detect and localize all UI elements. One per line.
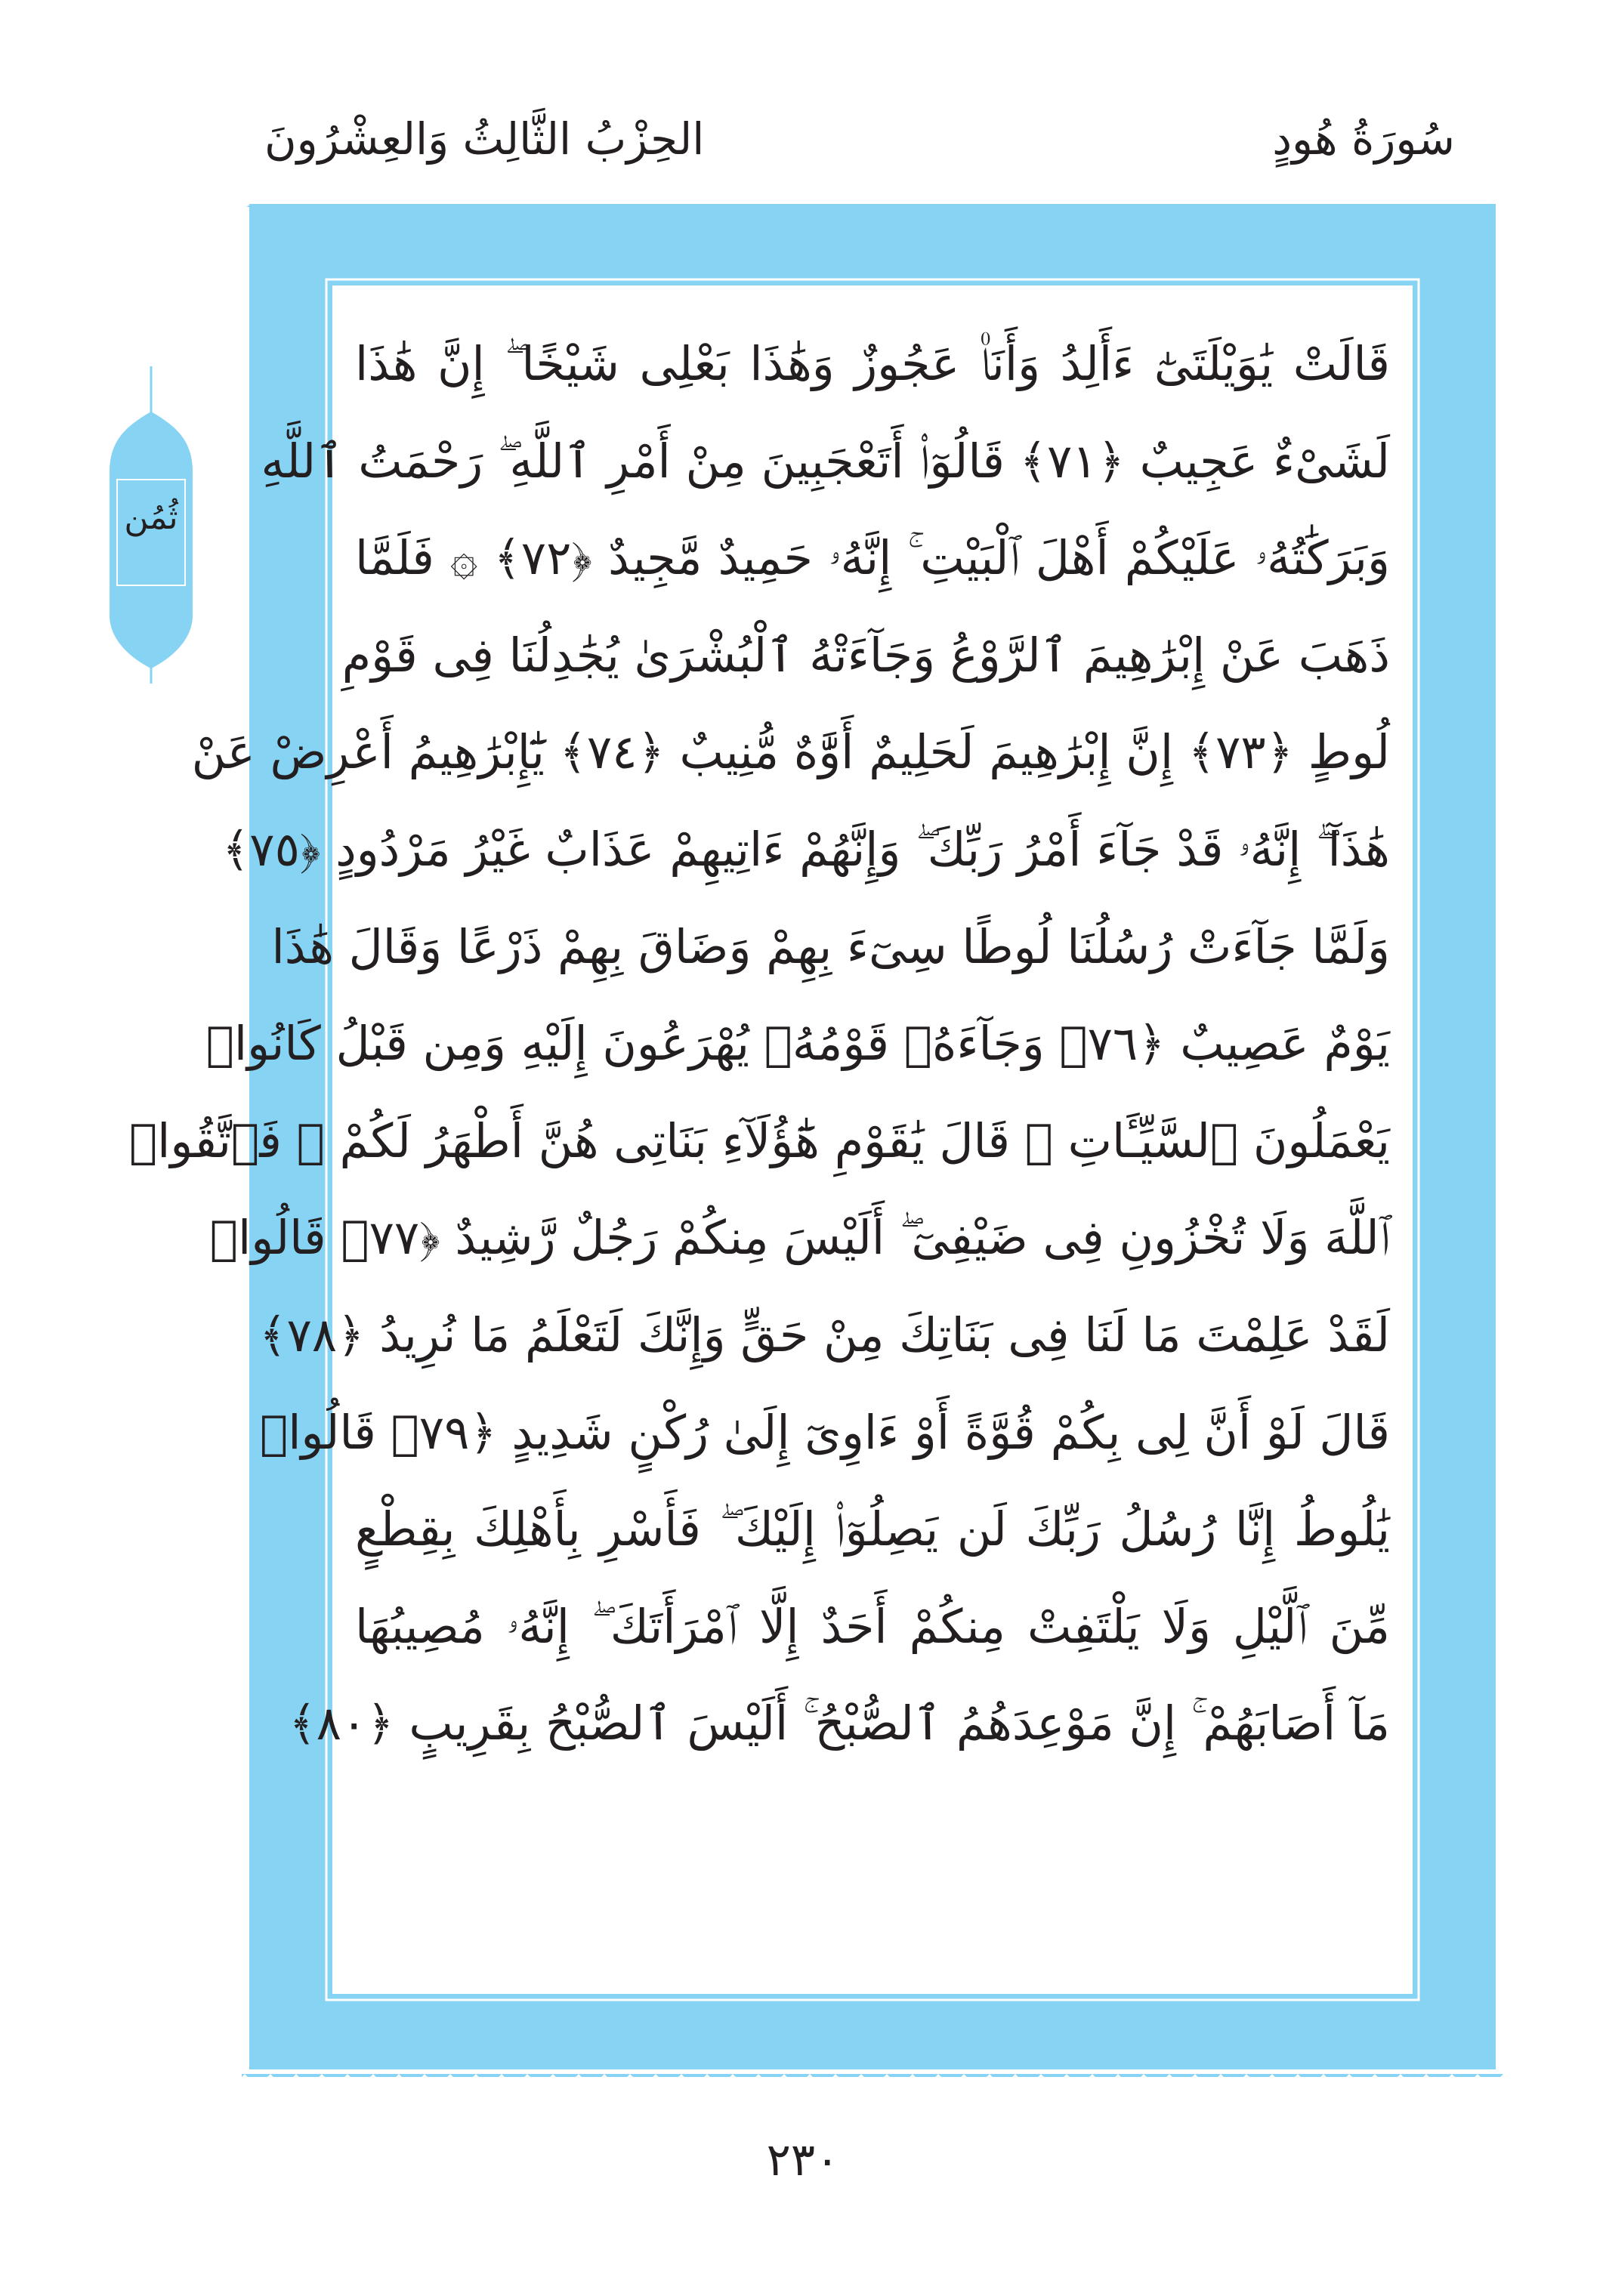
page-number: ٢٣٠ — [766, 2134, 840, 2186]
text-line-1: قَالَتْ يَٰوَيْلَتَىٰٓ ءَأَلِدُ وَأَنَا۠ عَجُوزٌ وَهَٰذَا بَعْلِى شَيْخًا ۖ إِنَّ هَٰذَا — [355, 336, 1390, 391]
text-line-10: ٱللَّهَ وَلَا تُخْزُونِ فِى ضَيْفِىٓ ۖ أَلَيْسَ مِنكُمْ رَجُلٌ رَّشِيدٌ ﴿٧٧﴾ قَالُوا۟ — [209, 1210, 1390, 1266]
text-line-4: ذَهَبَ عَنْ إِبْرَٰهِيمَ ٱلرَّوْعُ وَجَآءَتْهُ ٱلْبُشْرَىٰ يُجَٰدِلُنَا فِى قَوْمِ — [341, 627, 1390, 683]
hizb-label-header: الحِزْبُ الثَّالِثُ وَالعِشْرُونَ — [264, 113, 705, 165]
text-line-7: وَلَمَّا جَآءَتْ رُسُلُنَا لُوطًا سِىٓءَ بِهِمْ وَضَاقَ بِهِمْ ذَرْعًا وَقَالَ هَٰذَا — [271, 918, 1390, 974]
text-line-11: لَقَدْ عَلِمْتَ مَا لَنَا فِى بَنَاتِكَ مِنْ حَقٍّ وَإِنَّكَ لَتَعْلَمُ مَا نُرِيدُ ﴿٧٨﴾ — [259, 1307, 1390, 1362]
text-line-14: مِّنَ ٱلَّيْلِ وَلَا يَلْتَفِتْ مِنكُمْ أَحَدٌ إِلَّا ٱمْرَأَتَكَ ۖ إِنَّهُۥ مُصِيبُهَا — [355, 1598, 1390, 1654]
text-line-9: يَعْمَلُونَ ٱلسَّيِّـَٔاتِ ۚ قَالَ يَٰقَوْمِ هَٰٓؤُلَآءِ بَنَاتِى هُنَّ أَطْهَرُ لَكُمْ ۖ فَٱتَّقُوا۟ — [128, 1113, 1390, 1168]
text-line-3: وَبَرَكَٰتُهُۥ عَلَيْكُمْ أَهْلَ ٱلْبَيْتِ ۚ إِنَّهُۥ حَمِيدٌ مَّجِيدٌ ﴿٧٢﴾ ۞ فَلَمَّا — [355, 530, 1390, 586]
text-line-15: مَآ أَصَابَهُمْ ۚ إِنَّ مَوْعِدَهُمُ ٱلصُّبْحُ ۚ أَلَيْسَ ٱلصُّبْحُ بِقَرِيبٍ ﴿٨٠﴾ — [289, 1696, 1390, 1751]
surah-name-header: سُورَةُ هُودٍ — [1272, 113, 1455, 165]
text-line-2: لَشَىْءٌ عَجِيبٌ ﴿٧١﴾ قَالُوٓا۟ أَتَعْجَبِينَ مِنْ أَمْرِ ٱللَّهِ ۖ رَحْمَتُ ٱللَّهِ — [261, 433, 1390, 489]
thumn-label: ثُمُن — [124, 498, 178, 537]
text-line-12: قَالَ لَوْ أَنَّ لِى بِكُمْ قُوَّةً أَوْ ءَاوِىٓ إِلَىٰ رُكْنٍ شَدِيدٍ ﴿٧٩﴾ قَالُوا۟ — [259, 1404, 1390, 1460]
text-line-13: يَٰلُوطُ إِنَّا رُسُلُ رَبِّكَ لَن يَصِلُوٓا۟ إِلَيْكَ ۖ فَأَسْرِ بِأَهْلِكَ بِقِطْعٍ — [355, 1501, 1390, 1557]
text-line-8: يَوْمٌ عَصِيبٌ ﴿٧٦﴾ وَجَآءَهُۥ قَوْمُهُۥ يُهْرَعُونَ إِلَيْهِ وَمِن قَبْلُ كَانُوا۟ — [205, 1016, 1390, 1072]
text-line-5: لُوطٍ ﴿٧٣﴾ إِنَّ إِبْرَٰهِيمَ لَحَلِيمٌ أَوَّٰهٌ مُّنِيبٌ ﴿٧٤﴾ يَٰٓإِبْرَٰهِيمُ أَعْرِضْ عَنْ — [191, 724, 1390, 780]
text-line-6: هَٰذَآ ۖ إِنَّهُۥ قَدْ جَآءَ أَمْرُ رَبِّكَ ۖ وَإِنَّهُمْ ءَاتِيهِمْ عَذَابٌ غَيْرُ مَرْدُودٍ ﴿٧٥﴾ — [221, 821, 1390, 877]
